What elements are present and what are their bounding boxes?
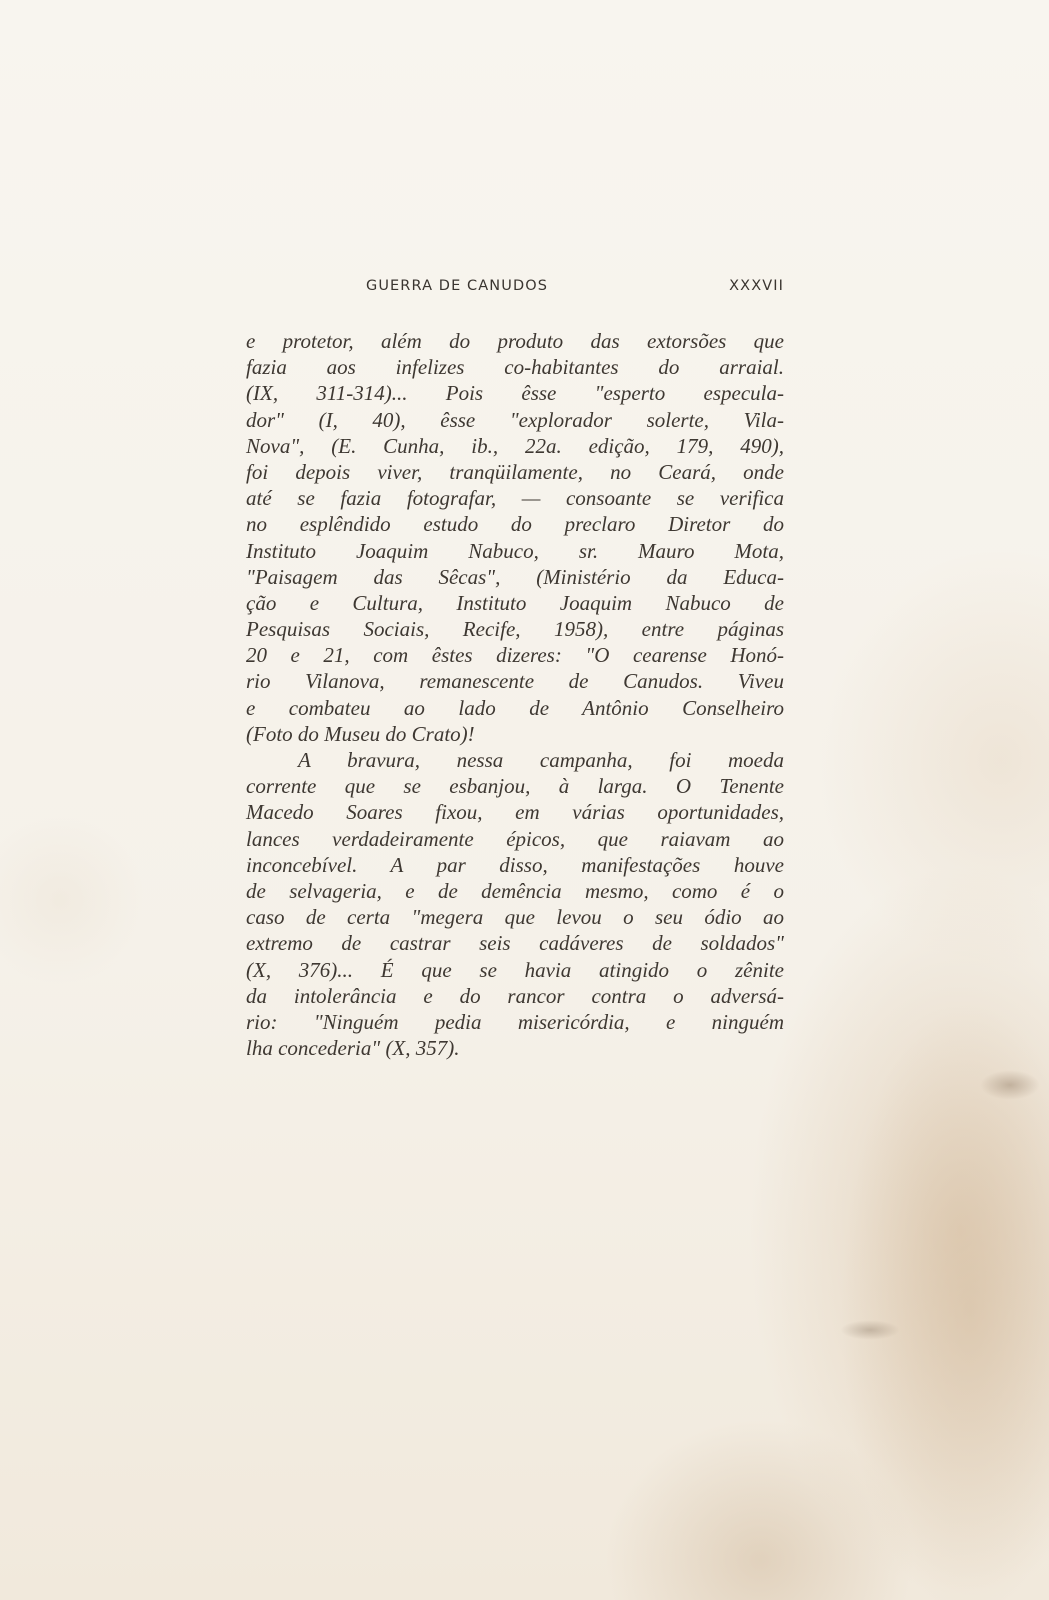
text-line: fazia aos infelizes co-habitantes do arraial.: [246, 355, 784, 380]
body-text: [246, 328, 784, 1061]
text-line: (IX, 311-314)... Pois êsse "esperto especula-: [246, 381, 784, 406]
text-line: ção e Cultura, Instituto Joaquim Nabuco de: [246, 590, 784, 615]
running-header: [246, 278, 786, 302]
paragraph-end-line: (Foto do Museu do Crato)!: [246, 721, 475, 746]
text-line: (X, 376)... É que se havia atingido o zênite: [246, 957, 784, 982]
text-line: no esplêndido estudo do preclaro Diretor do: [246, 512, 784, 537]
text-line: e combateu ao lado de Antônio Conselheiro: [246, 695, 784, 720]
paragraph-end-line: lha concederia" (X, 357).: [246, 1036, 460, 1061]
text-line: caso de certa "megera que levou o seu ódio ao: [246, 905, 784, 930]
text-line: corrente que se esbanjou, à larga. O Tenente: [246, 774, 784, 799]
text-line: Macedo Soares fixou, em várias oportunidades,: [246, 800, 784, 825]
water-stain: [840, 1320, 900, 1340]
text-line: Instituto Joaquim Nabuco, sr. Mauro Mota,: [246, 538, 784, 563]
text-line: dor" (I, 40), êsse "explorador solerte, Vila-: [246, 407, 784, 432]
text-line: lances verdadeiramente épicos, que raiavam ao: [246, 826, 784, 851]
text-line: rio: "Ninguém pedia misericórdia, e ninguém: [246, 1009, 784, 1034]
text-line: 20 e 21, com êstes dizeres: "O cearense Honó-: [246, 643, 784, 668]
text-line: de selvageria, e de demência mesmo, como é o: [246, 878, 784, 903]
text-line: da intolerância e do rancor contra o adversá-: [246, 983, 784, 1008]
water-stain: [840, 1000, 1049, 1600]
running-title: GUERRA DE CANUDOS: [366, 278, 549, 294]
text-line: Nova", (E. Cunha, ib., 22a. edição, 179, 490),: [246, 433, 784, 458]
text-line: foi depois viver, tranqüilamente, no Ceará, onde: [246, 459, 784, 484]
text-line: e protetor, além do produto das extorsões que: [246, 329, 784, 353]
page-number: XXXVII: [729, 278, 784, 294]
text-line: Pesquisas Sociais, Recife, 1958), entre páginas: [246, 617, 784, 642]
text-line: inconcebível. A par disso, manifestações houve: [246, 852, 784, 877]
text-line: "Paisagem das Sêcas", (Ministério da Educa-: [246, 564, 784, 589]
text-line: até se fazia fotografar, — consoante se verifica: [246, 486, 784, 511]
text-line: rio Vilanova, remanescente de Canudos. Viveu: [246, 669, 784, 694]
text-line: extremo de castrar seis cadáveres de soldados": [246, 931, 784, 956]
paragraph-start-line: A bravura, nessa campanha, foi moeda: [298, 748, 784, 772]
water-stain: [980, 1070, 1040, 1100]
